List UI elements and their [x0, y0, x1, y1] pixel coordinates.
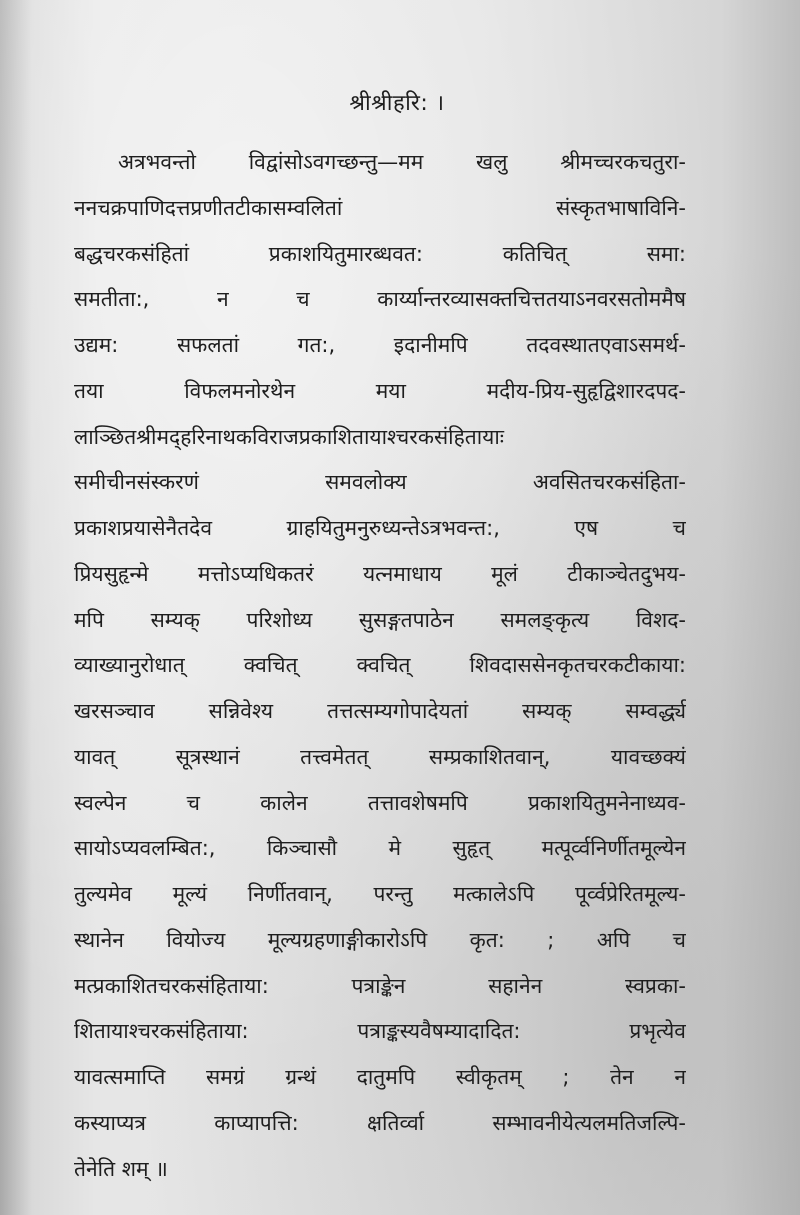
text-line-4: समतीता:, न च कार्य्यान्तरव्यासक्तचित्ततयाऽनवरसतोममैष — [74, 287, 686, 312]
text-line-19: मत्प्रकाशितचरकसंहिताया: पत्राङ्केन सहानेन स्वप्रका- — [74, 973, 686, 998]
text-line-8: समीचीनसंस्करणं समवलोक्य अवसितचरकसंहिता- — [74, 470, 686, 495]
text-line-6: तया विफलमनोरथेन मया मदीय-प्रिय-सुहृद्विशारदपद- — [74, 378, 686, 403]
text-line-20: शितायाश्चरकसंहिताया: पत्राङ्कस्यवैषम्यादादित: प्रभृत्येव — [74, 1019, 686, 1044]
text-line-9: प्रकाशप्रयासेनैतदेव ग्राहयितुमनुरुध्यन्तेऽत्रभवन्त:, एष च — [74, 516, 686, 540]
text-line-15: स्वल्पेन च कालेन तत्तावशेषमपि प्रकाशयितुमनेनाध्यव- — [74, 790, 686, 815]
text-line-22: कस्याप्यत्र काप्यापत्ति: क्षतिर्व्वा सम्भावनीयेत्यलमतिजल्पि- — [74, 1110, 686, 1135]
text-line-7: लाञ्छितश्रीमद्हरिनाथकविराजप्रकाशितायाश्चरकसंहितायाः — [74, 424, 505, 449]
text-line-10: प्रियसुहृन्मे मत्तोऽप्यधिकतरं यत्नमाधाय मूलं टीकाञ्चेतदुभय- — [74, 561, 686, 586]
text-line-16: सायोऽप्यवलम्बित:, किञ्चासौ मे सुहृत् मत्पूर्व्वनिर्णीतमूल्येन — [74, 836, 686, 861]
text-line-18: स्थानेन वियोज्य मूल्यग्रहणाङ्गीकारोऽपि कृत: ; अपि च — [74, 927, 686, 952]
text-line-17: तुल्यमेव मूल्यं निर्णीतवान्, परन्तु मत्कालेऽपि पूर्व्वप्रेरितमूल्य- — [74, 882, 686, 906]
text-line-2: ननचक्रपाणिदत्तप्रणीतटीकासम्वलितां संस्कृतभाषाविनि- — [74, 195, 686, 220]
text-line-5: उद्यम: सफलतां गत:, इदानीमपि तदवस्थातएवाऽसमर्थ- — [74, 333, 686, 357]
text-line-11: मपि सम्यक् परिशोध्य सुसङ्गतपाठेन समलङ्कृत्य विशद- — [74, 607, 686, 632]
text-line-12: व्याख्यानुरोधात् क्वचित् क्वचित् शिवदाससेनकृतचरकटीकाया: — [74, 653, 686, 678]
text-line-21: यावत्समाप्ति समग्रं ग्रन्थं दातुमपि स्वीकृतम् ; तेन न — [74, 1065, 686, 1089]
text-line-3: बद्धचरकसंहितां प्रकाशयितुमारब्धवत: कतिचित् समा: — [74, 241, 686, 266]
text-line-1: अत्रभवन्तो विद्वांसोऽवगच्छन्तु—मम खलु श्रीमच्चरकचतुरा- — [118, 150, 686, 174]
page-heading: श्रीश्रीहरि: । — [349, 91, 445, 116]
text-line-23: तेनेति शम् ॥ — [74, 1156, 168, 1181]
text-line-14: यावत् सूत्रस्थानं तत्त्वमेतत् सम्प्रकाशितवान्, यावच्छक्यं — [74, 744, 686, 769]
page-text-block — [74, 78, 686, 1192]
text-line-13: खरसञ्चाव सन्निवेश्य तत्तत्सम्यगोपादेयतां सम्यक् सम्वर्द्ध्य — [74, 699, 686, 723]
